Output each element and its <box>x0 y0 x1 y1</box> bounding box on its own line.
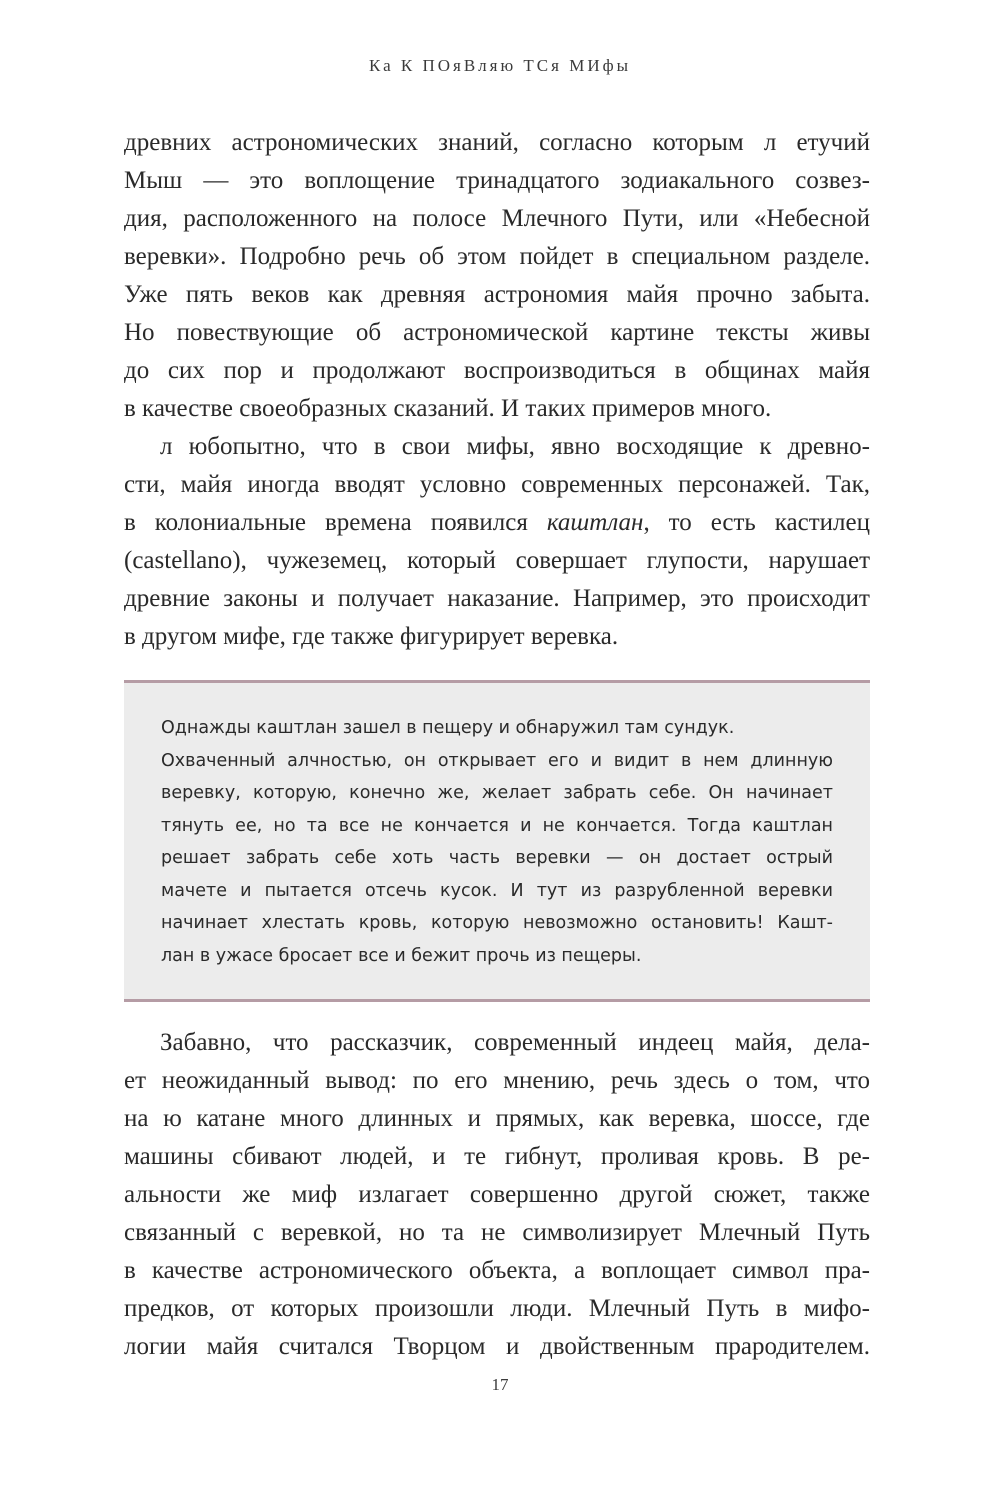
text-line: машины сбивают людей, и те гибнут, проливая кровь. В ре- <box>124 1143 870 1170</box>
text-line: Мыш — это воплощение тринадцатого зодиакального созвез- <box>124 167 870 194</box>
text-line: до сих пор и продолжают воспроизводиться в общинах майя <box>124 357 870 384</box>
text-line: ет неожиданный вывод: по его мнению, речь здесь о том, что <box>124 1067 870 1094</box>
text-line: дия, расположенного на полосе Млечного Пути, или «Небесной <box>124 205 870 232</box>
story-sidebar-box <box>124 680 870 1002</box>
text-line: предков, от которых произошли люди. Млечный Путь в мифо- <box>124 1295 870 1322</box>
story-text <box>161 712 833 972</box>
text-line: на ю катане много длинных и прямых, как веревка, шоссе, где <box>124 1105 870 1132</box>
text-run: , то есть кастилец <box>643 509 871 536</box>
body-text-bottom <box>124 1024 870 1366</box>
story-line: решает забрать себе хоть часть веревки — он достает острый <box>161 848 833 868</box>
text-line: веревки». Подробно речь об этом пойдет в специальном разделе. <box>124 243 870 270</box>
text-line: (castellano), чужеземец, который совершает глупости, нарушает <box>124 547 870 574</box>
text-line: л юбопытно, что в свои мифы, явно восходящие к древно- <box>160 433 870 460</box>
text-line: в качестве астрономического объекта, а воплощает символ пра- <box>124 1257 870 1284</box>
text-line: сти, майя иногда вводят условно современных персонажей. Так, <box>124 471 870 498</box>
italic-term: каштлан <box>546 509 644 536</box>
text-line: Уже пять веков как древняя астрономия майя прочно забыта. <box>124 281 870 308</box>
text-line: древние законы и получает наказание. Например, это происходит <box>124 585 870 612</box>
text-line: в другом мифе, где также фигурирует веревка. <box>124 623 619 650</box>
story-line: Однажды каштлан зашел в пещеру и обнаружил там сундук. <box>161 718 735 738</box>
story-line: мачете и пытается отсечь кусок. И тут из разрубленной веревки <box>161 880 833 901</box>
story-line: тянуть ее, но та все не кончается и не кончается. Тогда каштлан <box>161 815 833 836</box>
story-line: веревку, которую, конечно же, желает забрать себе. Он начинает <box>161 783 833 803</box>
story-line: лан в ужасе бросает все и бежит прочь из пещеры. <box>161 945 642 966</box>
running-head: Ка К ПОяВляю ТСя МИфы <box>368 56 632 75</box>
story-line: Охваченный алчностью, он открывает его и видит в нем длинную <box>161 750 833 771</box>
text-run: в колониальные времена появился <box>124 509 547 536</box>
page-number: 17 <box>491 1375 509 1394</box>
paragraph <box>124 1024 870 1366</box>
paragraph <box>124 124 870 428</box>
text-line: в качестве своеобразных сказаний. И таких примеров много. <box>124 395 772 422</box>
text-line: альности же миф излагает совершенно другой сюжет, также <box>124 1181 870 1208</box>
text-line: древних астрономических знаний, согласно которым л етучий <box>124 129 870 156</box>
text-line: Забавно, что рассказчик, современный индеец майя, дела- <box>160 1029 870 1056</box>
text-line: логии майя считался Творцом и двойственным прародителем. <box>124 1333 870 1360</box>
text-line: связанный с веревкой, но та не символизирует Млечный Путь <box>124 1219 870 1246</box>
text-line: Но повествующие об астрономической картине тексты живы <box>124 319 870 346</box>
body-text-top <box>124 124 870 656</box>
story-line: начинает хлестать кровь, которую невозможно остановить! Кашт- <box>161 913 833 933</box>
text-line <box>124 504 870 542</box>
paragraph <box>124 428 870 656</box>
